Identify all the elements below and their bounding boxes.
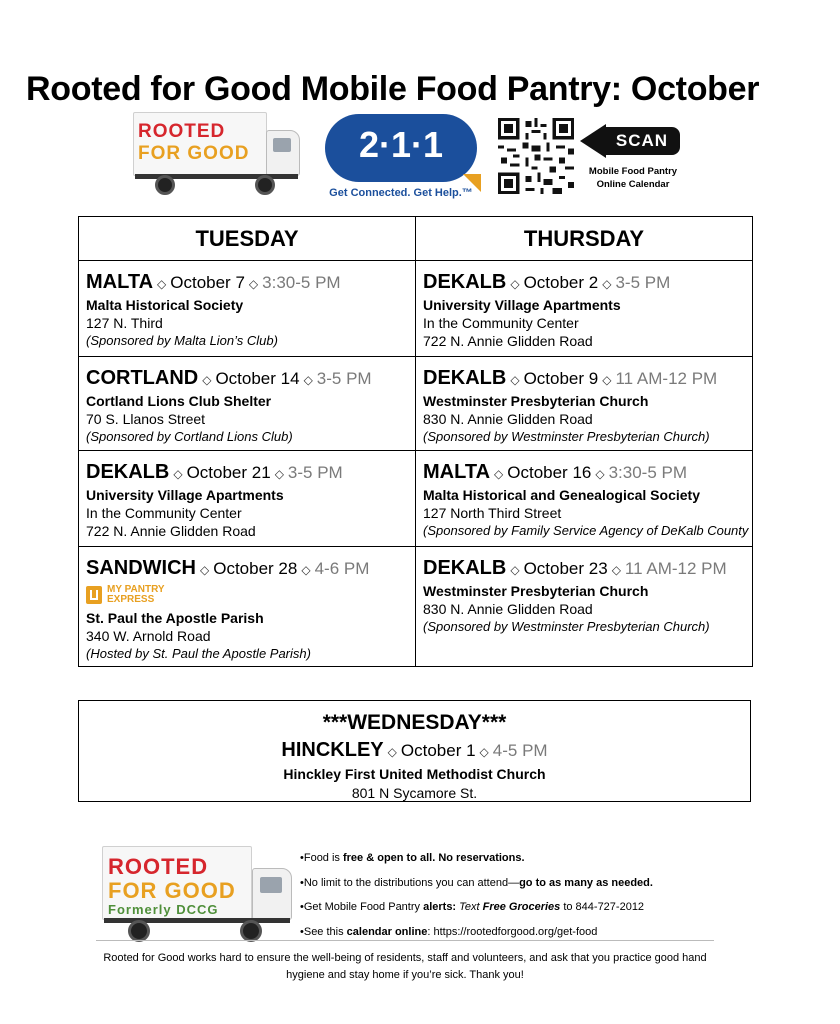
bullet-calendar-link[interactable]: •See this calendar online: https://rootedforgood.org/get-food: [300, 925, 598, 938]
event-time: 3:30-5 PM: [608, 463, 688, 482]
wednesday-box: ***WEDNESDAY*** HINCKLEY ◇ October 1 ◇ 4-5 PM Hinckley First United Methodist Church 801 N Sycamore St.: [78, 700, 751, 802]
wednesday-title: ***WEDNESDAY***: [322, 711, 507, 734]
truck-logo-top: [133, 112, 301, 200]
schedule-cell: MALTA ◇ October 7 ◇ 3:30-5 PM Malta Historical Society 127 N. Third (Sponsored by Malta Lion’s Club): [79, 261, 416, 357]
venue-name: University Village Apartments: [423, 297, 621, 313]
event-date: October 1: [400, 741, 476, 760]
event-time: 4-5 PM: [492, 741, 548, 760]
badge-line-2: EXPRESS: [107, 594, 155, 605]
event-date: October 2: [523, 273, 599, 292]
schedule-cell: DEKALB ◇ October 21 ◇ 3-5 PM University Village Apartments In the Community Center 722 N. Annie Glidden Road: [79, 451, 416, 547]
scan-caption: [584, 165, 682, 191]
schedule-cell: DEKALB ◇ October 23 ◇ 11 AM-12 PM Westminster Presbyterian Church 830 N. Annie Glidden Road (Sponsored by Westminster Presbyterian Church): [416, 547, 753, 667]
schedule-cell: MALTA ◇ October 16 ◇ 3:30-5 PM Malta Historical and Genealogical Society 127 North Third Street (Sponsored by Family Service Agency of DeKalb County: [416, 451, 753, 547]
info-bullets: [300, 846, 720, 944]
venue-address: 127 N. Third: [86, 315, 163, 331]
brand-line-for-good: FOR GOOD: [108, 878, 236, 903]
venue-address: 830 N. Annie Glidden Road: [423, 411, 593, 427]
city-name: SANDWICH: [86, 557, 196, 579]
city-name: HINCKLEY: [281, 739, 384, 761]
schedule-cell: DEKALB ◇ October 9 ◇ 11 AM-12 PM Westminster Presbyterian Church 830 N. Annie Glidden Road (Sponsored by Westminster Presbyterian Church): [416, 357, 753, 451]
venue-address: 801 N Sycamore St.: [351, 785, 478, 801]
event-time: 11 AM-12 PM: [615, 369, 718, 388]
city-name: DEKALB: [423, 271, 507, 293]
event-time: 3:30-5 PM: [262, 273, 341, 292]
city-name: MALTA: [423, 461, 491, 483]
venue-address: 340 W. Arnold Road: [86, 628, 211, 644]
schedule-cell: DEKALB ◇ October 2 ◇ 3-5 PM University Village Apartments In the Community Center 722 N. Annie Glidden Road: [416, 261, 753, 357]
bullet-free-food: •Food is free & open to all. No reservations.: [300, 852, 525, 864]
brand-line-rooted: ROOTED: [138, 121, 226, 142]
event-date: October 9: [523, 369, 599, 388]
column-header-tuesday: TUESDAY: [79, 217, 416, 261]
schedule-table: [78, 216, 753, 667]
brand-wordmark-top: [138, 122, 249, 163]
venue-name: St. Paul the Apostle Parish: [86, 610, 264, 626]
venue-name: University Village Apartments: [86, 487, 284, 503]
badge-line-1: MY PANTRY: [107, 584, 165, 595]
event-time: 4-6 PM: [314, 559, 370, 578]
scan-label: SCAN: [604, 127, 680, 155]
logo-row: [0, 110, 840, 205]
schedule-cell: CORTLAND ◇ October 14 ◇ 3-5 PM Cortland Lions Club Shelter 70 S. Llanos Street (Sponsored by Cortland Lions Club): [79, 357, 416, 451]
page-title: Rooted for Good Mobile Food Pantry: October: [26, 70, 760, 108]
event-time: 3-5 PM: [316, 369, 372, 388]
event-time: 11 AM-12 PM: [624, 559, 727, 578]
venue-name: Malta Historical and Genealogical Society: [423, 487, 700, 503]
sponsor-note: (Sponsored by Family Service Agency of DeKalb County: [423, 523, 749, 538]
venue-address-line-2: 722 N. Annie Glidden Road: [86, 523, 256, 539]
venue-name: Malta Historical Society: [86, 297, 244, 313]
venue-address-line-1: In the Community Center: [423, 315, 579, 331]
venue-name: Westminster Presbyterian Church: [423, 583, 649, 599]
venue-name: Cortland Lions Club Shelter: [86, 393, 272, 409]
truck-logo-bottom: [102, 846, 294, 946]
city-name: MALTA: [86, 271, 154, 293]
schedule-cell: SANDWICH ◇ October 28 ◇ 4-6 PM MY PANTRY EXPRESS St. Paul the Apostle Parish 340 W. Arnold Road (Hosted by St. Paul the Apostle Parish): [79, 547, 416, 667]
venue-address: 127 North Third Street: [423, 505, 562, 521]
scan-caption-line-1: Mobile Food Pantry: [588, 166, 678, 177]
column-header-thursday: THURSDAY: [416, 217, 753, 261]
two11-logo: [325, 114, 477, 182]
venue-address-line-1: In the Community Center: [86, 505, 242, 521]
venue-address: 70 S. Llanos Street: [86, 411, 206, 427]
city-name: DEKALB: [86, 461, 170, 483]
event-time: 3-5 PM: [615, 273, 671, 292]
event-date: October 28: [213, 559, 298, 578]
brand-line-formerly: Formerly DCCG: [108, 902, 219, 917]
brand-wordmark-bottom: [108, 856, 236, 916]
sponsor-note: (Sponsored by Westminster Presbyterian Church): [423, 429, 710, 444]
event-time: 3-5 PM: [287, 463, 343, 482]
sponsor-note: (Sponsored by Westminster Presbyterian Church): [423, 619, 710, 634]
event-date: October 16: [507, 463, 592, 482]
sponsor-note: (Hosted by St. Paul the Apostle Parish): [86, 646, 311, 661]
venue-name: Westminster Presbyterian Church: [423, 393, 649, 409]
qr-code-icon[interactable]: [498, 118, 574, 194]
city-name: CORTLAND: [86, 367, 199, 389]
bullet-no-limit: •No limit to the distributions you can attend—go to as many as needed.: [300, 876, 653, 889]
sponsor-note: (Sponsored by Cortland Lions Club): [86, 429, 293, 444]
venue-address-line-2: 722 N. Annie Glidden Road: [423, 333, 593, 349]
two11-tagline: Get Connected. Get Help.™: [329, 187, 473, 199]
event-date: October 7: [170, 273, 245, 292]
brand-line-rooted: ROOTED: [108, 854, 209, 879]
info-section: [0, 838, 840, 1024]
footer-note: Rooted for Good works hard to ensure the well-being of residents, staff and volunteers, and ask that you practice good hand hygiene and stay home if you’re sick. Thank you!: [103, 952, 707, 981]
city-name: DEKALB: [423, 557, 507, 579]
venue-name: Hinckley First United Methodist Church: [283, 766, 546, 782]
event-date: October 23: [523, 559, 608, 578]
venue-address: 830 N. Annie Glidden Road: [423, 601, 593, 617]
pantry-express-icon: [86, 586, 102, 604]
city-name: DEKALB: [423, 367, 507, 389]
scan-arrow-icon: [580, 124, 680, 158]
event-date: October 21: [186, 463, 271, 482]
scan-caption-line-2: Online Calendar: [596, 179, 670, 190]
bullet-alerts: •Get Mobile Food Pantry alerts: Text Free Groceries to 844-727-2012: [300, 901, 645, 913]
sponsor-note: (Sponsored by Malta Lion’s Club): [86, 333, 278, 348]
event-date: October 14: [215, 369, 300, 388]
brand-line-for-good: FOR GOOD: [138, 143, 250, 164]
two11-number: 2·1·1: [358, 124, 444, 165]
my-pantry-express-logo: [86, 585, 407, 605]
divider: [96, 940, 714, 941]
